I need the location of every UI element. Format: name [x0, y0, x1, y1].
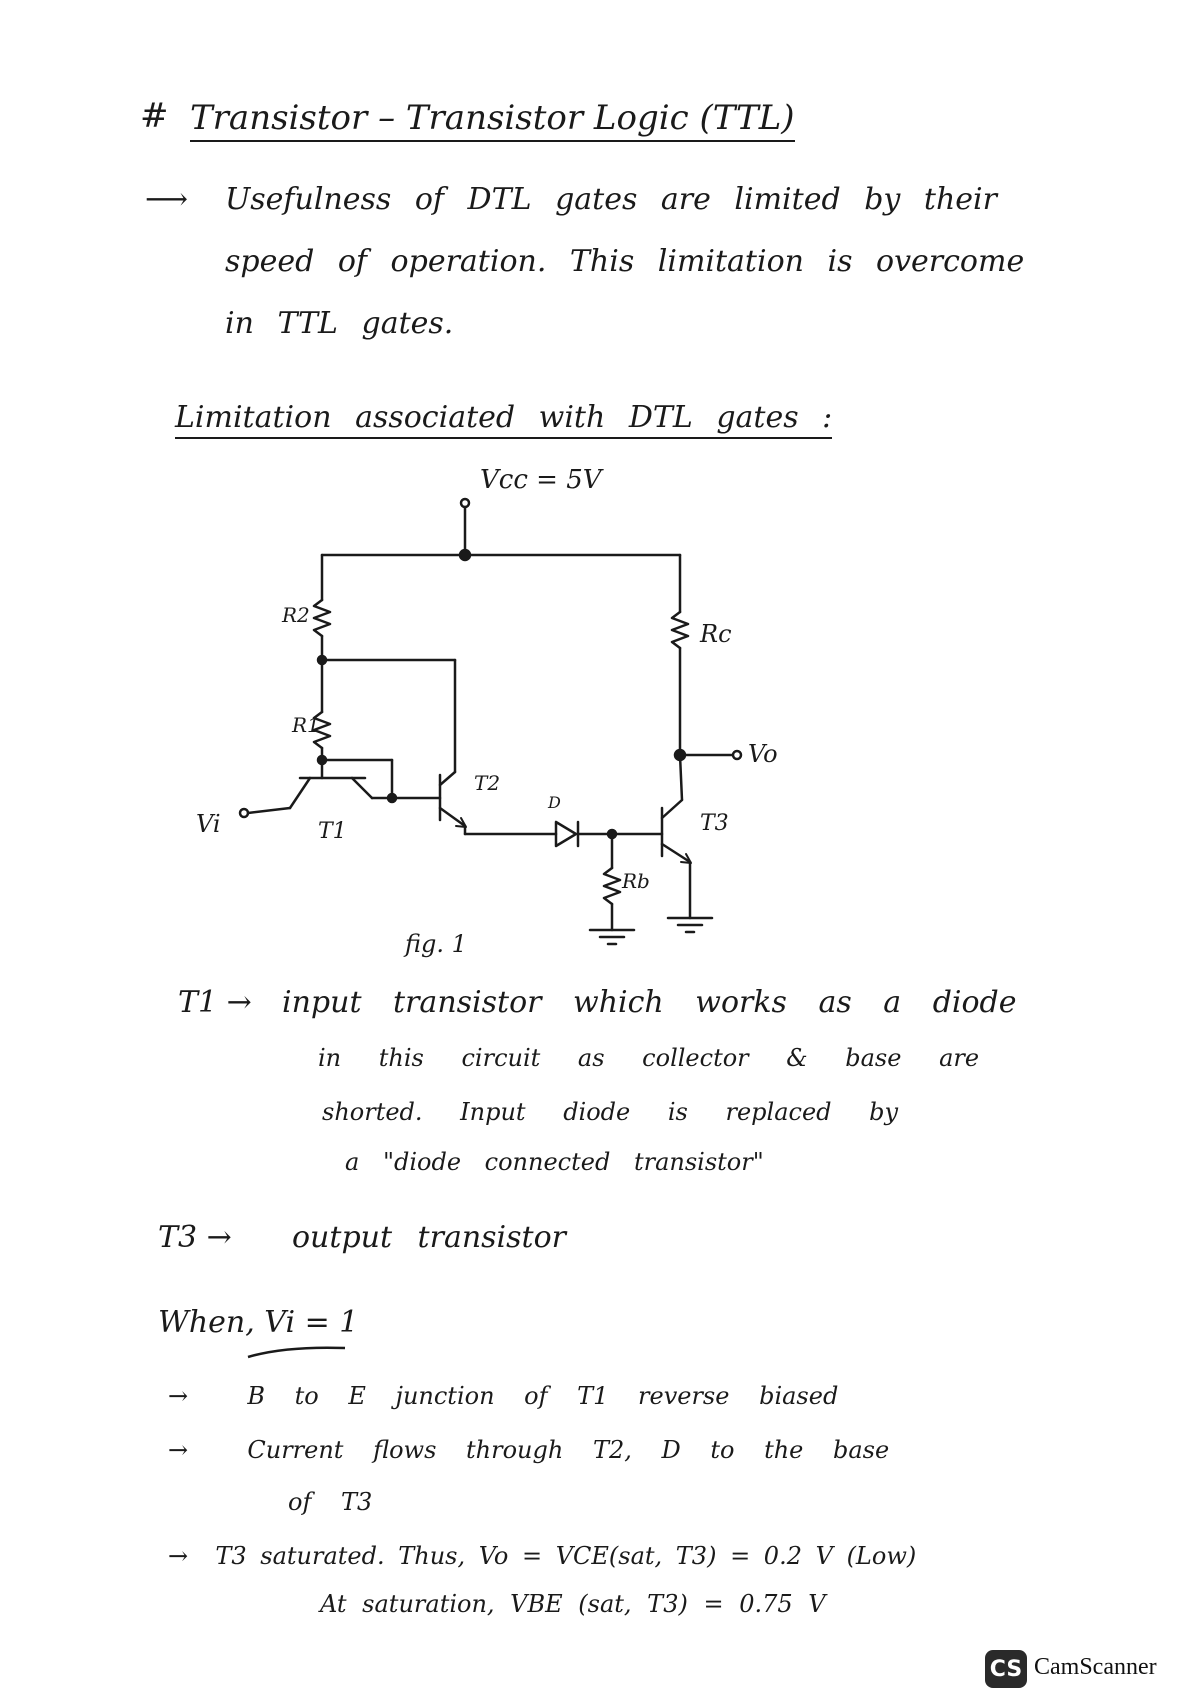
label-t3: T3: [700, 811, 729, 836]
bullet-1: → B to E junction of T1 reverse biased: [168, 1382, 839, 1410]
rail-node: [460, 550, 470, 560]
diode-d: [556, 822, 576, 846]
rc-resistor: [672, 612, 688, 648]
t3-collector: [662, 800, 682, 818]
label-rb: Rb: [622, 869, 650, 893]
bullet-3: → T3 saturated. Thus, Vo = VCE(sat, T3) = 0.2 V (Low): [168, 1542, 917, 1570]
t2-collector: [440, 772, 455, 785]
label-t2: T2: [474, 771, 501, 795]
label-vo: Vo: [748, 740, 778, 768]
t1-collector: [352, 778, 372, 798]
camscanner-logo: CS: [985, 1650, 1027, 1688]
intro-arrow: ⟶: [145, 182, 189, 217]
label-d: D: [548, 793, 561, 812]
t3-note-lead: T3 →: [158, 1220, 232, 1255]
label-rc: Rc: [700, 620, 732, 648]
rb-resistor: [604, 868, 620, 904]
t1-note-lead: T1 →: [178, 985, 252, 1020]
label-vi: Vi: [196, 810, 221, 838]
t3-note-text: output transistor: [292, 1220, 567, 1255]
r2-resistor: [314, 600, 330, 636]
t3-emitter: [662, 844, 690, 862]
label-r1: R1: [292, 713, 320, 737]
label-t1: T1: [318, 819, 347, 844]
intro-line-3: in TTL gates.: [225, 306, 454, 341]
t2-emitter: [440, 808, 465, 826]
t1-note-line-2: in this circuit as collector & base are: [318, 1044, 980, 1072]
figure-caption: fig. 1: [405, 930, 467, 958]
bullet-3-cont: At saturation, VBE (sat, T3) = 0.75 V: [320, 1590, 826, 1618]
bullet-2-cont: of T3: [288, 1488, 373, 1516]
label-vcc: Vcc = 5V: [480, 465, 602, 495]
t1-note-line-3: shorted. Input diode is replaced by: [322, 1098, 899, 1126]
t1-note-line-1: input transistor which works as a diode: [282, 985, 1017, 1020]
bullet-2: → Current flows through T2, D to the base: [168, 1436, 890, 1464]
vo-terminal: [733, 751, 741, 759]
vi-terminal: [240, 809, 248, 817]
when-underline: [245, 1342, 355, 1362]
heading-hash: #: [140, 96, 169, 136]
t1-note-line-4: a "diode connected transistor": [345, 1148, 764, 1176]
camscanner-brand: CamScanner: [1034, 1654, 1157, 1680]
intro-line-1: Usefulness of DTL gates are limited by their: [225, 182, 997, 217]
t1-emitter: [290, 778, 310, 808]
intro-line-2: speed of operation. This limitation is overcome: [225, 244, 1025, 279]
label-r2: R2: [282, 603, 310, 627]
when-label: When, Vi = 1: [158, 1305, 359, 1340]
page-title: Transistor – Transistor Logic (TTL): [190, 98, 795, 142]
section-title: Limitation associated with DTL gates :: [175, 400, 832, 439]
